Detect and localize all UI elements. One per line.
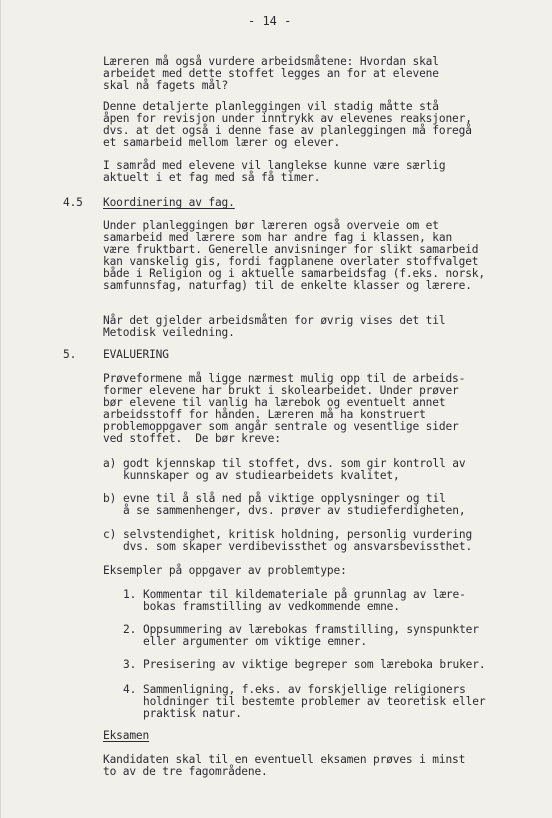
paragraph-line: et samarbeid mellom lærer og elever. bbox=[103, 136, 341, 149]
paragraph-line: Under planleggingen bør læreren også overveie om et bbox=[103, 219, 439, 232]
paragraph-line: ved stoffet. De bør kreve: bbox=[103, 432, 281, 445]
paragraph-line: arbeidsstoff for hånden. Læreren må ha konstruert bbox=[103, 408, 426, 421]
paragraph-line: Metodisk veiledning. bbox=[103, 326, 235, 339]
list-item-line: Oppsummering av lærebokas framstilling, synspunkter bbox=[143, 623, 479, 636]
list-item-line: Presisering av viktige begreper som læreboka bruker. bbox=[143, 658, 486, 671]
section-heading: Koordinering av fag. bbox=[103, 196, 235, 209]
paragraph-line: I samråd med elevene vil langlekse kunne være særlig bbox=[103, 159, 446, 172]
paragraph-line: samfunnsfag, naturfag) til de enkelte klasser og lærere. bbox=[103, 279, 472, 292]
list-label: 3. bbox=[123, 658, 137, 671]
list-label: b) bbox=[103, 492, 117, 505]
list-item-line: kunnskaper og av studiearbeidets kvalitet, bbox=[123, 469, 400, 482]
list-label: a) bbox=[103, 457, 117, 470]
list-item-line: eller argumenter om viktige emner. bbox=[143, 635, 367, 648]
paragraph-line: være fruktbart. Generelle anvisninger for slikt samarbeid bbox=[103, 243, 479, 256]
list-item-line: å se sammenhenger, dvs. prøver av studieferdigheten, bbox=[123, 504, 466, 517]
eksamen-heading: Eksamen bbox=[103, 729, 150, 742]
paragraph-line: både i Religion og i aktuelle samarbeidsfag (f.eks. norsk, bbox=[103, 267, 485, 280]
paragraph-line: former elevene har brukt i skolearbeidet. Under prøver bbox=[103, 384, 459, 397]
paragraph-line: bør elevene til vanlig ha lærebok og eventuelt annet bbox=[103, 396, 446, 409]
list-label: c) bbox=[103, 528, 117, 541]
paragraph-line: Læreren må også vurdere arbeidsmåtene: Hvordan skal bbox=[103, 55, 439, 68]
paragraph-line: samarbeid med lærere som har andre fag i klassen, kan bbox=[103, 231, 453, 244]
paragraph-line: arbeidet med dette stoffet legges an for at elevene bbox=[103, 67, 439, 80]
paragraph-line: to av de tre fagområdene. bbox=[103, 765, 268, 778]
list-item-line: bokas framstilling av vedkommende emne. bbox=[143, 600, 400, 613]
paragraph-line: Når det gjelder arbeidsmåten for øvrig vises det til bbox=[103, 314, 446, 327]
paragraph-line: Kandidaten skal til en eventuell eksamen prøves i minst bbox=[103, 753, 466, 766]
paragraph-line: Denne detaljerte planleggingen vil stadig måtte stå bbox=[103, 100, 439, 113]
paragraph-line: problemoppgaver som angår sentrale og vesentlige sider bbox=[103, 420, 459, 433]
paragraph-line: Prøveformene må ligge nærmest mulig opp til de arbeids- bbox=[103, 372, 466, 385]
list-label: 2. bbox=[123, 623, 137, 636]
section-number: 5. bbox=[63, 348, 77, 361]
list-item-line: dvs. som skaper verdibevissthet og ansvarsbevissthet. bbox=[123, 540, 473, 553]
list-item-line: selvstendighet, kritisk holdning, personlig vurdering bbox=[123, 528, 473, 541]
paragraph-line: åpen for revisjon under inntrykk av elevenes reaksjoner, bbox=[103, 112, 472, 125]
list-item-line: Kommentar til kildemateriale på grunnlag av lære- bbox=[143, 588, 466, 601]
paragraph-line: aktuelt i et fag med så få timer. bbox=[103, 171, 321, 184]
list-item-line: holdninger til bestemte problemer av teoretisk eller bbox=[143, 695, 486, 708]
list-label: 1. bbox=[123, 588, 137, 601]
list-item-line: Sammenligning, f.eks. av forskjellige religioners bbox=[143, 683, 466, 696]
list-item-line: praktisk natur. bbox=[143, 707, 242, 720]
paragraph-line: dvs. at det også i denne fase av planleggingen må foregå bbox=[103, 124, 472, 137]
list-item-line: evne til å slå ned på viktige opplysninger og til bbox=[123, 492, 446, 505]
paragraph-line: kan vanskelig gis, fordi fagplanene overlater stoffvalget bbox=[103, 255, 479, 268]
page-number: - 14 - bbox=[248, 14, 292, 28]
section-heading: EVALUERING bbox=[103, 348, 169, 361]
paragraph-line: skal nå fagets mål? bbox=[103, 79, 229, 92]
list-label: 4. bbox=[123, 683, 137, 696]
list-item-line: godt kjennskap til stoffet, dvs. som gir kontroll av bbox=[123, 457, 466, 470]
examples-intro: Eksempler på oppgaver av problemtype: bbox=[103, 564, 347, 577]
section-number: 4.5 bbox=[63, 196, 83, 209]
